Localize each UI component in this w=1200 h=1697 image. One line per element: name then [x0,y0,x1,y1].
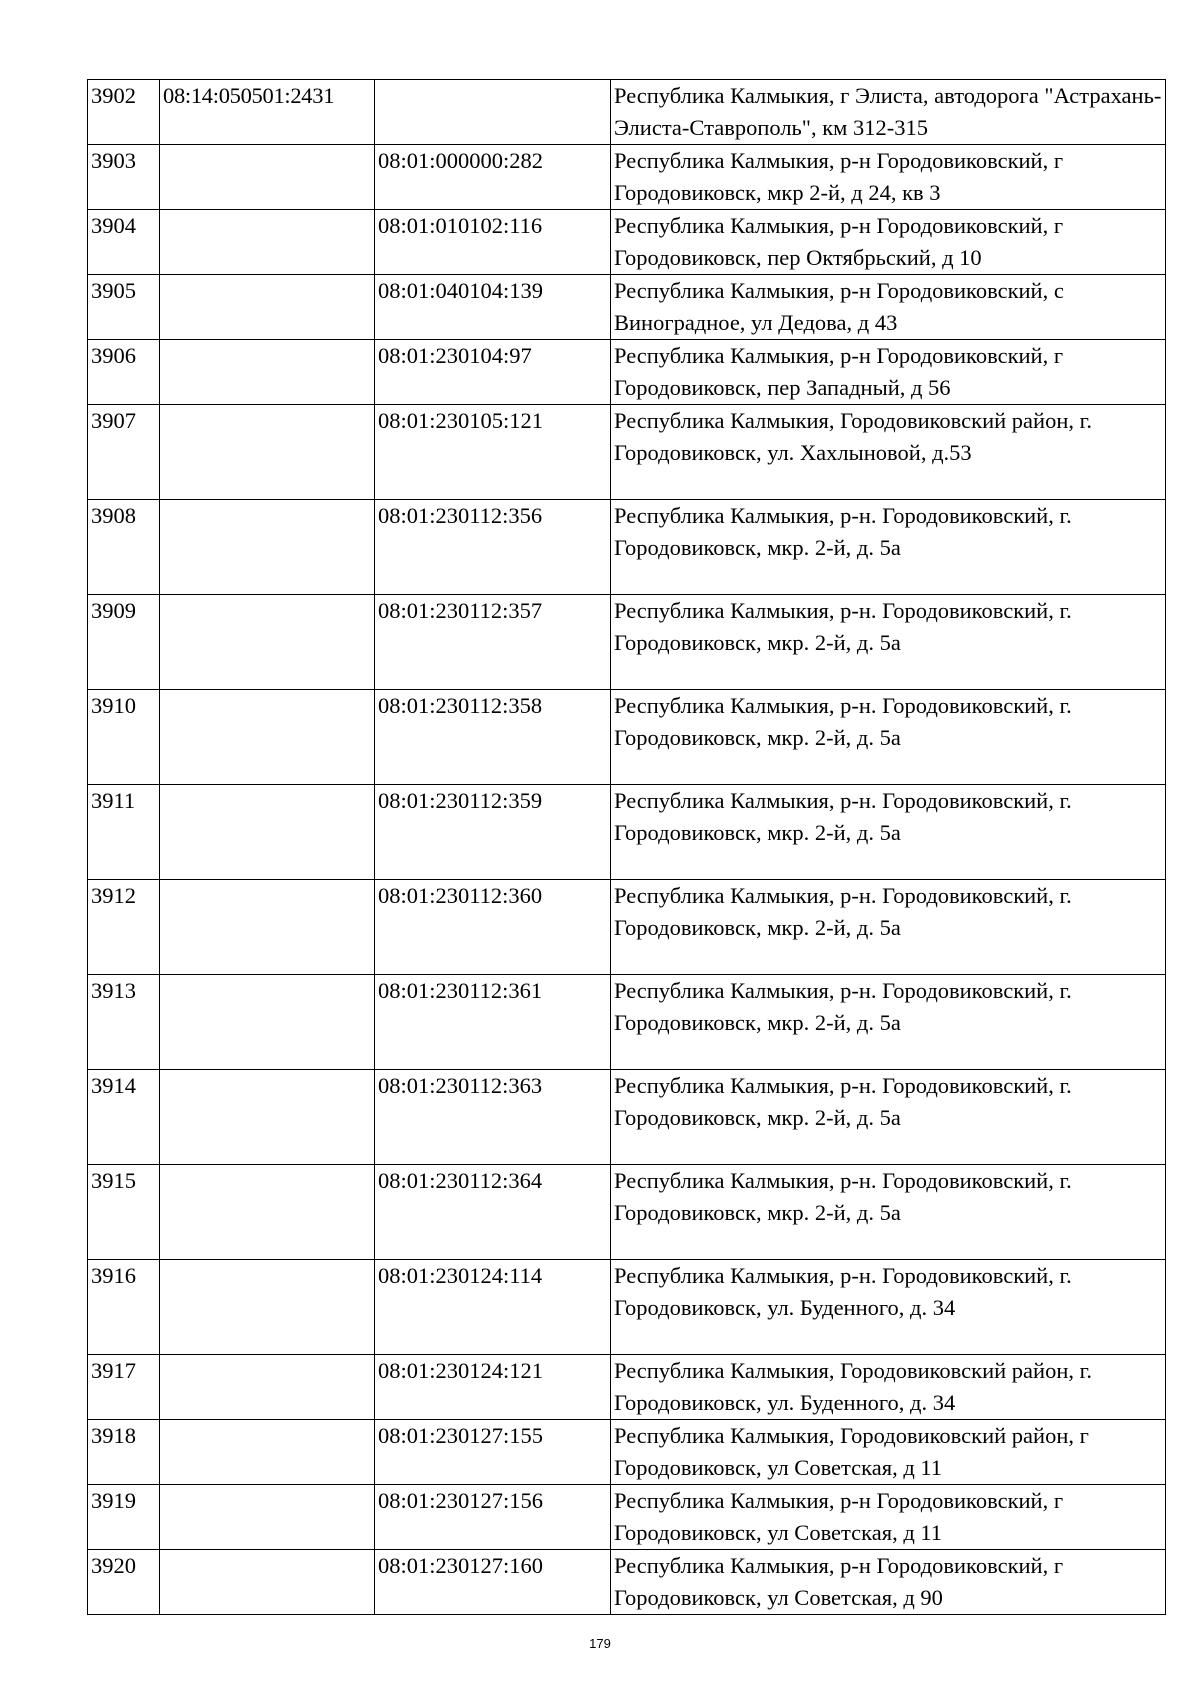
row-number-cell: 3917 [88,1355,160,1420]
page-number: 179 [589,1636,611,1651]
row-number-cell: 3912 [88,880,160,975]
address-cell: Республика Калмыкия, р-н Городовиковский, г Городовиковск, ул Советская, д 90 [611,1550,1166,1615]
table-row [88,145,1166,210]
cadastral-number-2-cell: 08:01:230124:121 [375,1355,611,1420]
row-number-cell: 3916 [88,1260,160,1355]
cadastral-number-1-cell [160,210,375,275]
row-number-cell: 3902 [88,80,160,145]
cadastral-number-1-cell [160,145,375,210]
cadastral-number-1-cell [160,1165,375,1260]
cadastral-number-1-cell: 08:14:050501:2431 [160,80,375,145]
cadastral-number-1-cell [160,500,375,595]
row-number-cell: 3913 [88,975,160,1070]
row-number-cell: 3910 [88,690,160,785]
table-row [88,405,1166,500]
cadastral-number-2-cell: 08:01:230112:361 [375,975,611,1070]
address-cell: Республика Калмыкия, р-н Городовиковский, г Городовиковск, пер Октябрьский, д 10 [611,210,1166,275]
cadastral-number-1-cell [160,405,375,500]
cadastral-number-2-cell: 08:01:230112:364 [375,1165,611,1260]
address-cell: Республика Калмыкия, г Элиста, автодорога "Астрахань-Элиста-Ставрополь", км 312-315 [611,80,1166,145]
cadastral-number-2-cell: 08:01:230112:360 [375,880,611,975]
cadastral-number-1-cell [160,1550,375,1615]
cadastral-number-1-cell [160,975,375,1070]
cadastral-number-2-cell: 08:01:230127:156 [375,1485,611,1550]
row-number-cell: 3903 [88,145,160,210]
cadastral-number-2-cell: 08:01:230112:359 [375,785,611,880]
address-cell: Республика Калмыкия, р-н Городовиковский, г Городовиковск, ул Советская, д 11 [611,1485,1166,1550]
table-row [88,975,1166,1070]
cadastral-number-1-cell [160,690,375,785]
table-row [88,500,1166,595]
cadastral-number-2-cell [375,80,611,145]
table-row [88,1260,1166,1355]
registry-table [87,79,1166,1615]
cadastral-number-1-cell [160,1485,375,1550]
cadastral-number-2-cell: 08:01:230127:160 [375,1550,611,1615]
table-row [88,595,1166,690]
table-row [88,1165,1166,1260]
table-row [88,785,1166,880]
cadastral-number-1-cell [160,275,375,340]
table-row [88,1485,1166,1550]
cadastral-number-1-cell [160,1355,375,1420]
table-row [88,1420,1166,1485]
cadastral-number-2-cell: 08:01:230112:358 [375,690,611,785]
address-cell: Республика Калмыкия, р-н. Городовиковский, г. Городовиковск, мкр. 2-й, д. 5а [611,1165,1166,1260]
address-cell: Республика Калмыкия, р-н. Городовиковский, г. Городовиковск, мкр. 2-й, д. 5а [611,595,1166,690]
cadastral-number-2-cell: 08:01:230112:356 [375,500,611,595]
address-cell: Республика Калмыкия, р-н. Городовиковский, г. Городовиковск, мкр. 2-й, д. 5а [611,975,1166,1070]
row-number-cell: 3909 [88,595,160,690]
row-number-cell: 3908 [88,500,160,595]
address-cell: Республика Калмыкия, р-н. Городовиковский, г. Городовиковск, мкр. 2-й, д. 5а [611,500,1166,595]
cadastral-number-2-cell: 08:01:230112:357 [375,595,611,690]
address-cell: Республика Калмыкия, р-н. Городовиковский, г. Городовиковск, мкр. 2-й, д. 5а [611,690,1166,785]
cadastral-number-2-cell: 08:01:230105:121 [375,405,611,500]
table-row [88,880,1166,975]
row-number-cell: 3904 [88,210,160,275]
cadastral-number-2-cell: 08:01:230127:155 [375,1420,611,1485]
address-cell: Республика Калмыкия, Городовиковский район, г. Городовиковск, ул. Хахлыновой, д.53 [611,405,1166,500]
row-number-cell: 3919 [88,1485,160,1550]
row-number-cell: 3915 [88,1165,160,1260]
address-cell: Республика Калмыкия, р-н Городовиковский, г Городовиковск, мкр 2-й, д 24, кв 3 [611,145,1166,210]
table-row [88,210,1166,275]
address-cell: Республика Калмыкия, р-н Городовиковский, с Виноградное, ул Дедова, д 43 [611,275,1166,340]
address-cell: Республика Калмыкия, р-н. Городовиковский, г. Городовиковск, мкр. 2-й, д. 5а [611,880,1166,975]
cadastral-number-1-cell [160,595,375,690]
cadastral-number-2-cell: 08:01:040104:139 [375,275,611,340]
table-row [88,1070,1166,1165]
cadastral-number-1-cell [160,340,375,405]
row-number-cell: 3906 [88,340,160,405]
cadastral-number-1-cell [160,1420,375,1485]
table-row [88,80,1166,145]
cadastral-number-1-cell [160,785,375,880]
address-cell: Республика Калмыкия, р-н. Городовиковский, г. Городовиковск, мкр. 2-й, д. 5а [611,785,1166,880]
table-row [88,1355,1166,1420]
cadastral-number-2-cell: 08:01:010102:116 [375,210,611,275]
row-number-cell: 3920 [88,1550,160,1615]
row-number-cell: 3911 [88,785,160,880]
table-body [88,80,1166,1615]
row-number-cell: 3907 [88,405,160,500]
cadastral-number-2-cell: 08:01:230112:363 [375,1070,611,1165]
cadastral-number-2-cell: 08:01:000000:282 [375,145,611,210]
row-number-cell: 3914 [88,1070,160,1165]
table-row [88,690,1166,785]
table-row [88,340,1166,405]
table-row [88,275,1166,340]
cadastral-number-1-cell [160,1070,375,1165]
row-number-cell: 3905 [88,275,160,340]
address-cell: Республика Калмыкия, р-н. Городовиковский, г. Городовиковск, мкр. 2-й, д. 5а [611,1070,1166,1165]
address-cell: Республика Калмыкия, Городовиковский район, г Городовиковск, ул Советская, д 11 [611,1420,1166,1485]
cadastral-number-1-cell [160,880,375,975]
address-cell: Республика Калмыкия, р-н. Городовиковский, г. Городовиковск, ул. Буденного, д. 34 [611,1260,1166,1355]
cadastral-number-2-cell: 08:01:230104:97 [375,340,611,405]
cadastral-number-2-cell: 08:01:230124:114 [375,1260,611,1355]
row-number-cell: 3918 [88,1420,160,1485]
address-cell: Республика Калмыкия, Городовиковский район, г. Городовиковск, ул. Буденного, д. 34 [611,1355,1166,1420]
address-cell: Республика Калмыкия, р-н Городовиковский, г Городовиковск, пер Западный, д 56 [611,340,1166,405]
cadastral-number-1-cell [160,1260,375,1355]
table-row [88,1550,1166,1615]
